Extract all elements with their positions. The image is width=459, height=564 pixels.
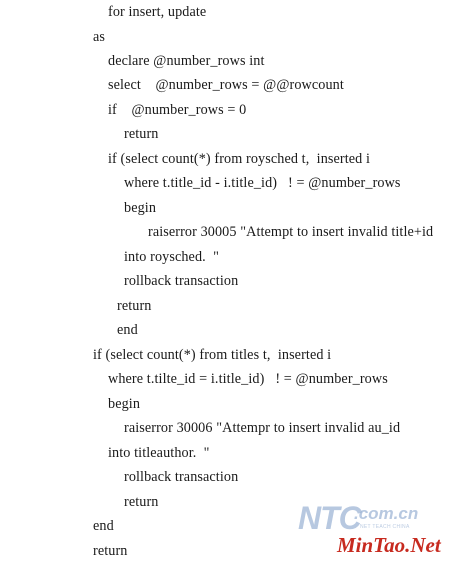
code-line: for insert, update	[108, 4, 207, 20]
code-line: where t.tilte_id = i.title_id) ! = @number_rows	[108, 371, 388, 387]
code-line: begin	[108, 396, 141, 412]
code-line: return	[124, 126, 159, 142]
code-line: end	[93, 518, 114, 534]
code-line: rollback transaction	[124, 469, 239, 485]
code-line: return	[124, 494, 159, 510]
code-line: declare @number_rows int	[108, 53, 265, 69]
code-line: raiserror 30005 "Attempt to insert invalid title+id	[148, 224, 434, 240]
code-line: select @number_rows = @@rowcount	[108, 77, 344, 93]
code-line: if (select count(*) from titles t, inserted i	[93, 347, 332, 363]
code-line: return	[117, 298, 152, 314]
code-line: return	[93, 543, 128, 559]
code-line: rollback transaction	[124, 273, 239, 289]
watermark-ntc-logo: NTC	[298, 500, 361, 536]
code-line: end	[117, 322, 138, 338]
watermark-subtitle: NET TEACH CHINA	[360, 524, 410, 530]
code-line: if (select count(*) from roysched t, inserted i	[108, 151, 371, 167]
code-line: into titleauthor. "	[108, 445, 210, 461]
code-line: into roysched. "	[124, 249, 219, 265]
watermark-mintao-logo: MinTao.Net	[337, 533, 441, 557]
code-line: begin	[124, 200, 157, 216]
watermark-domain: .com.cn	[354, 504, 419, 523]
code-line: where t.title_id - i.title_id) ! = @number_rows	[124, 175, 401, 191]
code-line: as	[93, 29, 106, 45]
code-line: if @number_rows = 0	[108, 102, 247, 118]
code-line: raiserror 30006 "Attempr to insert invalid au_id	[124, 420, 401, 436]
